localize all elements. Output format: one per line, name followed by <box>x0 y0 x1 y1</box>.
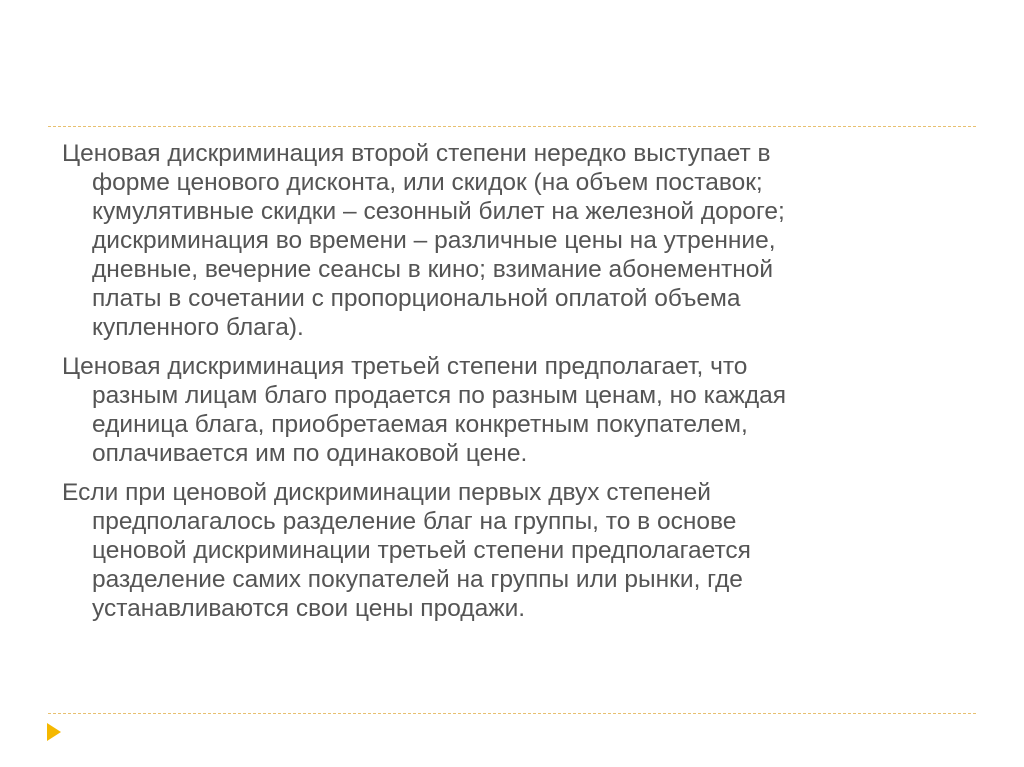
triangle-right-icon <box>47 723 61 741</box>
slide-body <box>62 139 952 633</box>
paragraph-comparison: Если при ценовой дискриминации первых двух степеней предполагалось разделение благ на группы, то в основе ценовой дискриминации третьей степени предполагается разделение самих покупателей на группы или рынки, где устанавливаются свои цены продажи. <box>62 479 751 622</box>
paragraph-second-degree: Ценовая дискриминация второй степени нередко выступает в форме ценового дисконта, или скидок (на объем поставок; кумулятивные скидки – сезонный билет на железной дороге; дискриминация во времени – различные цены на утренние, дневные, вечерние сеансы в кино; взимание абонементной платы в сочетании с пропорциональной оплатой объема купленного блага). <box>62 140 785 341</box>
paragraph-third-degree: Ценовая дискриминация третьей степени предполагает, что разным лицам благо продается по разным ценам, но каждая единица блага, приобретаемая конкретным покупателем, оплачивается им по одинаковой цене. <box>62 353 787 467</box>
bottom-divider <box>48 713 976 714</box>
top-divider <box>48 126 976 127</box>
